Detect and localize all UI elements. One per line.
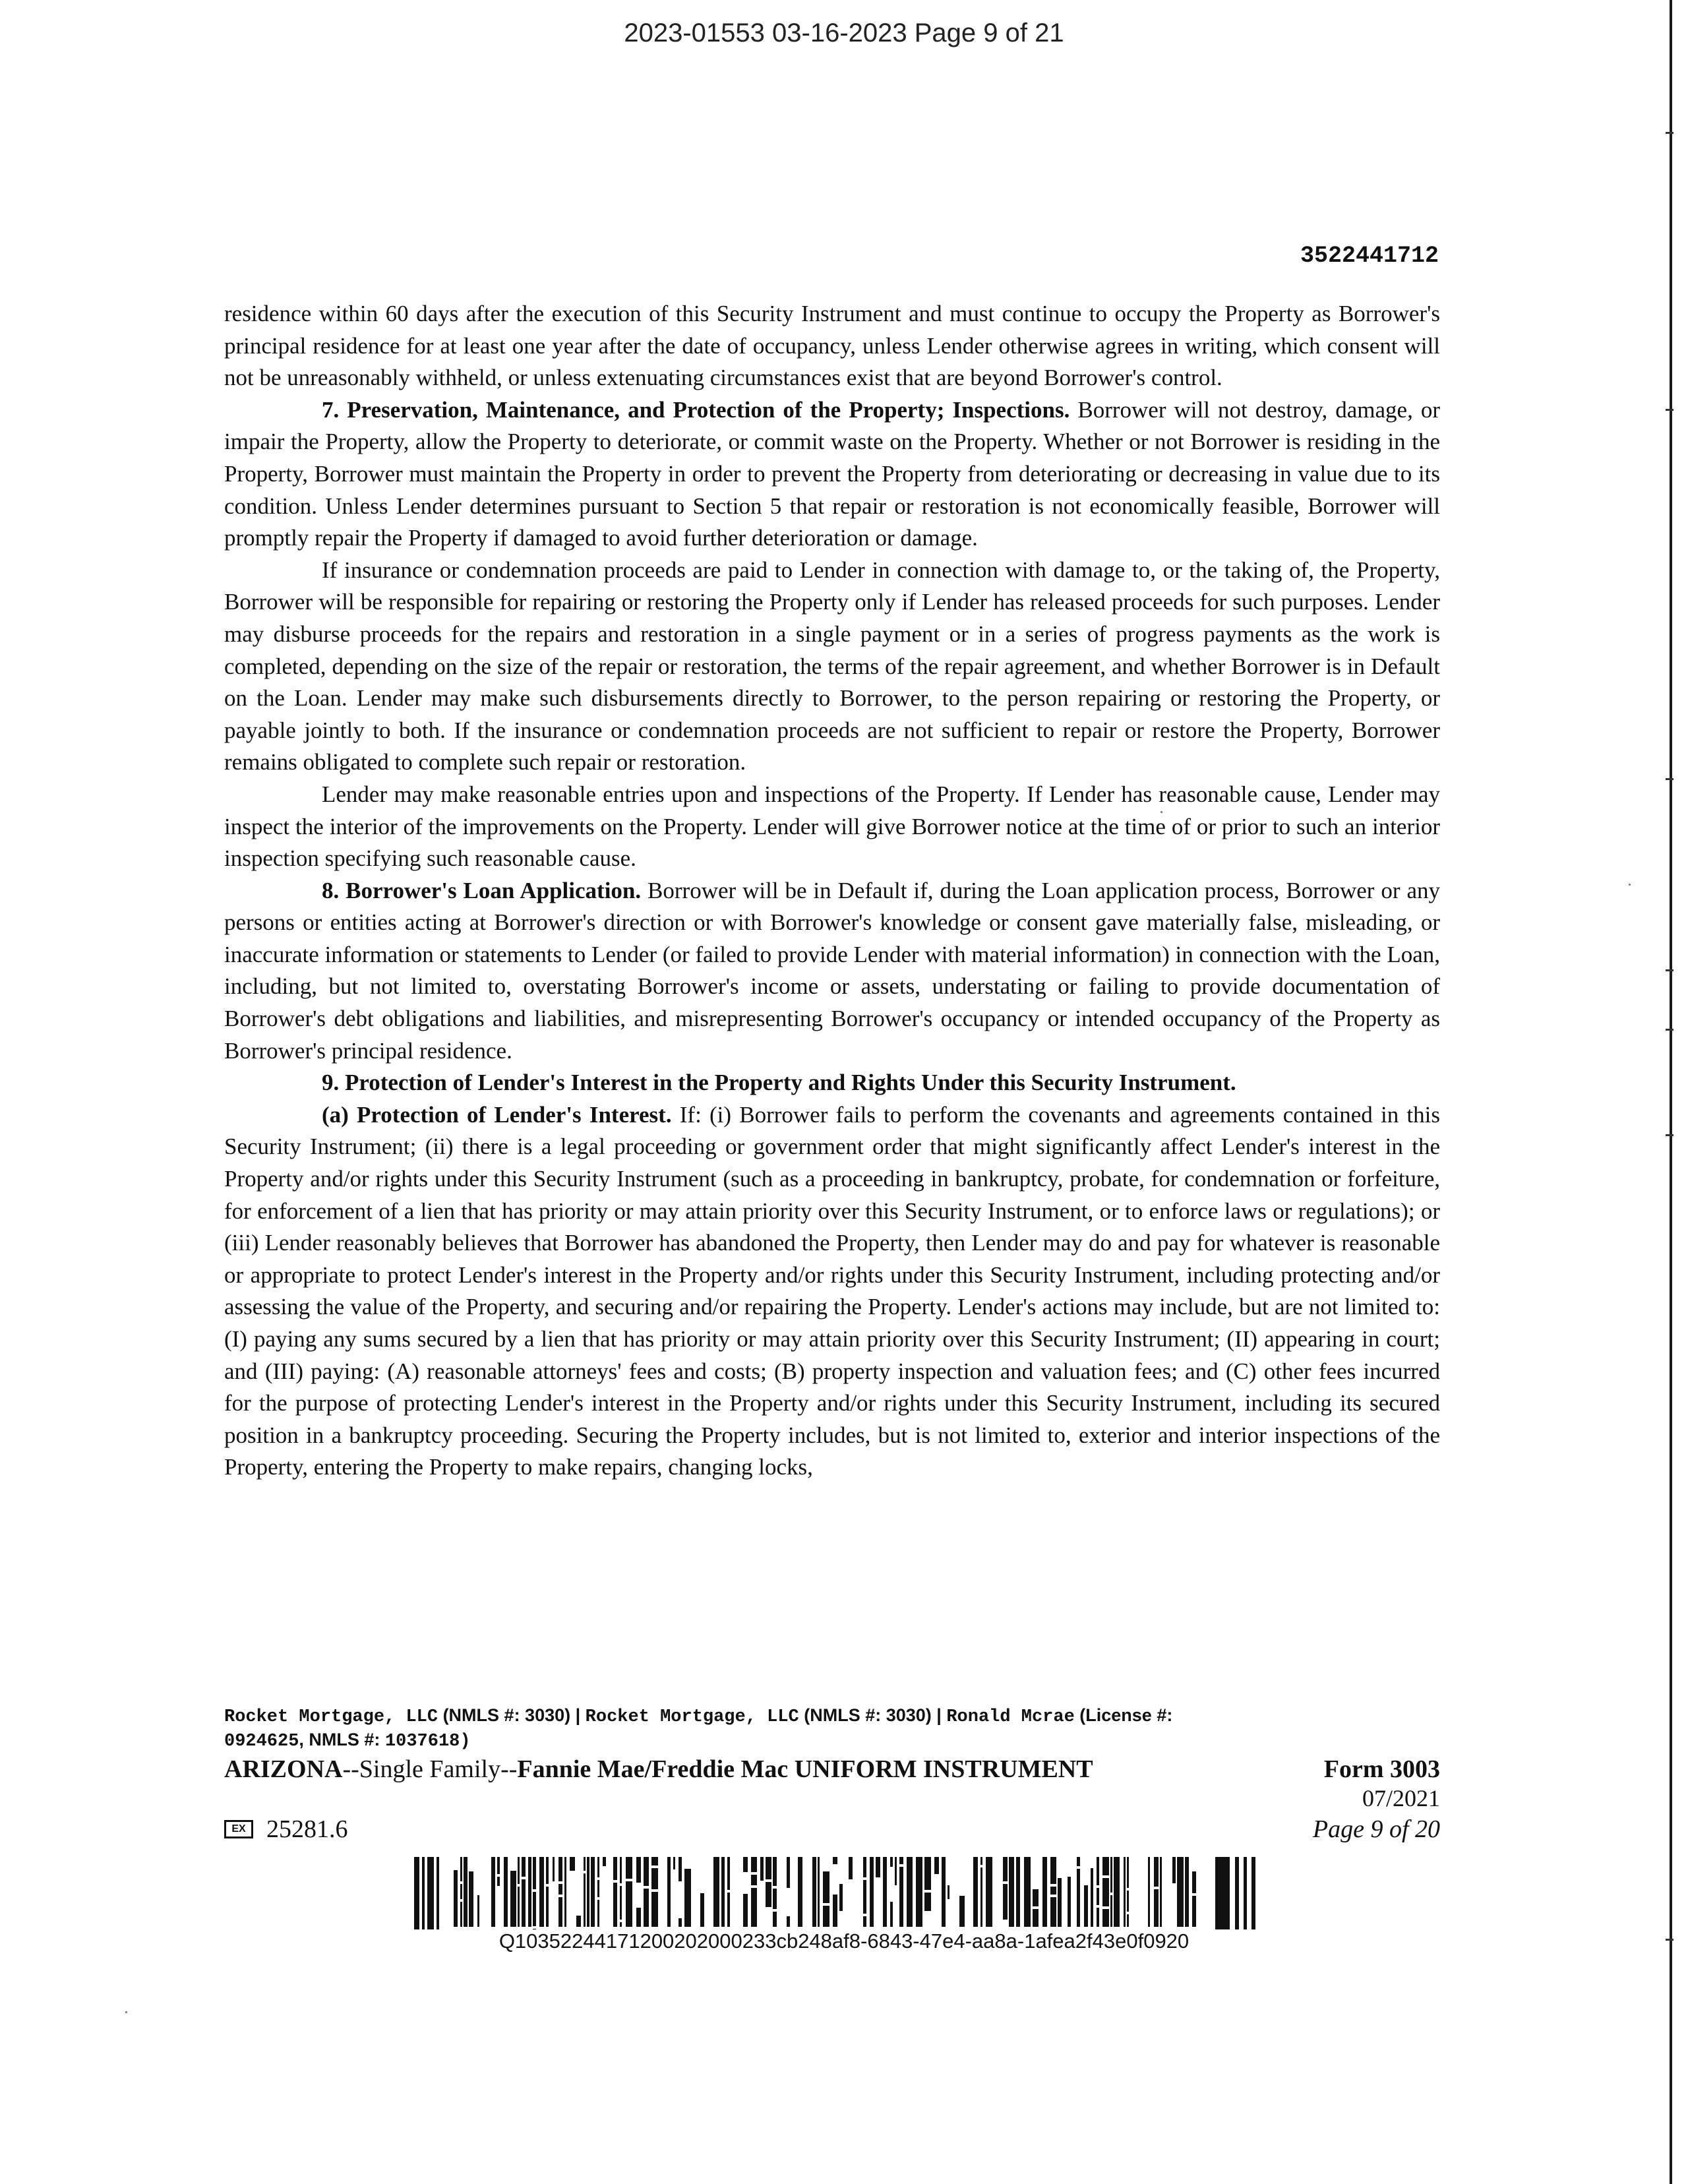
edge-mark [1666,409,1673,411]
lender-name: Rocket Mortgage, LLC [585,1707,799,1727]
originator-nmls-label: , NMLS #: [299,1730,385,1749]
scan-speck [1629,884,1631,886]
doc-code [224,1815,348,1844]
section-8-heading: 8. Borrower's Loan Application. [322,877,642,903]
section-7 [224,394,1440,555]
originator-license: 0924625 [224,1732,299,1751]
barcode-image [414,1857,1258,1929]
section-9-heading-text: 9. Protection of Lender's Interest in the Property and Rights Under this Security Instrument. [322,1070,1236,1096]
document-logo-icon: EX [224,1820,253,1838]
barcode-text: Q10352244171200202000233cb248af8-6843-47e4-aa8a-1afea2f43e0f0920 [498,1929,1190,1953]
section-8 [224,875,1440,1068]
edge-mark [1666,132,1673,134]
section-9a-heading: (a) Protection of Lender's Interest. [322,1101,672,1128]
section-9a-text: If: (i) Borrower fails to perform the covenants and agreements contained in this Security Instrument; (ii) there is a legal proceeding or government order that might significantly affect Lender's interest in the Property and/or rights under this Security Instrument (such as a proceeding in bankruptcy, probate, for condemnation or forfeiture, for enforcement of a lien that has priority or may attain priority over this Security Instrument, or to enforce laws or regulations); or (iii) Lender reasonably believes that Borrower has abandoned the Property, then Lender may do and pay for whatever is reasonable or appropriate to protect Lender's interest in the Property and/or rights under this Security Instrument, including protecting and/or assessing the value of the Property, and securing and/or repairing the Property. Lender's actions may include, but are not limited to: (I) paying any sums secured by a lien that has priority or may attain priority over this Security Instrument; (II) appearing in court; and (III) paying: (A) reasonable attorneys' fees and costs; (B) property inspection and valuation fees; and (C) other fees incurred for the purpose of protecting Lender's interest in the Property and/or rights under this Security Instrument, including its secured position in a bankruptcy proceeding. Securing the Property includes, but is not limited to, exterior and interior inspections of the Property, entering the Property to make repairs, changing locks, [224,1101,1440,1480]
form-date: 07/2021 [1362,1785,1440,1811]
edge-mark [1666,778,1673,780]
section-7-heading: 7. Preservation, Maintenance, and Protection of the Property; Inspections. [322,396,1070,423]
form-agency: Fannie Mae/Freddie Mac UNIFORM INSTRUMENT [517,1755,1093,1783]
document-body [224,298,1440,1484]
edge-mark [1666,1134,1673,1136]
scan-speck [125,2011,127,2013]
section-8-text: Borrower will be in Default if, during the Loan application process, Borrower or any persons or entities acting at Borrower's direction or with Borrower's knowledge or consent gave materially false, misleading, or inaccurate information or statements to Lender (or failed to provide Lender with material information) in connection with the Loan, including, but not limited to, overstating Borrower's income or assets, understating or failing to provide documentation of Borrower's debt obligations and liabilities, and misrepresenting Borrower's occupancy or intended occupancy of the Property as Borrower's principal residence. [224,877,1440,1064]
originator-license-label: (License #: [1074,1705,1173,1725]
edge-mark [1666,969,1673,971]
loan-number: 3522441712 [1300,243,1439,269]
section-9-heading [224,1067,1440,1099]
edge-mark [1666,1029,1673,1031]
form-number: Form 3003 [1323,1755,1440,1783]
originator-nmls: 1037618 [384,1732,460,1751]
lender-nmls: (NMLS #: 3030) | [799,1705,947,1725]
originator-close: ) [460,1732,471,1751]
paragraph-occupancy-continued: residence within 60 days after the execution of this Security Instrument and must continue to occupy the Property as Borrower's principal residence for at least one year after the date of occupancy, unless Lender otherwise agrees in writing, which consent will not be unreasonably withheld, or unless extenuating circumstances exist that are beyond Borrower's control. [224,301,1440,391]
originator-name: Ronald Mcrae [946,1707,1075,1727]
lender-nmls: (NMLS #: 3030) | [438,1705,586,1725]
doc-code-number: 25281.6 [266,1815,348,1843]
section-7-text: Borrower will not destroy, damage, or impair the Property, allow the Property to deteriorate, or commit waste on the Property. Whether or not Borrower is residing in the Property, Borrower must maintain the Property in order to prevent the Property from deteriorating or decreasing in value due to its condition. Unless Lender determines pursuant to Section 5 that repair or restoration is not economically feasible, Borrower will promptly repair the Property if damaged to avoid further deterioration or damage. [224,396,1440,551]
recording-stamp: 2023-01553 03-16-2023 Page 9 of 21 [624,18,1064,47]
form-type: --Single Family-- [342,1755,518,1783]
paragraph-insurance-proceeds: If insurance or condemnation proceeds are paid to Lender in connection with damage to, or the taking of, the Property, Borrower will be responsible for repairing or restoring the Property only if Lender has released proceeds for such purposes. Lender may disburse proceeds for the repairs and restoration in a single payment or in a series of progress payments as the work is completed, depending on the size of the repair or restoration, the terms of the repair agreement, and whether Borrower is in Default on the Loan. Lender may make such disbursements directly to Borrower, to the person repairing or restoring the Property, or payable jointly to both. If the insurance or condemnation proceeds are not sufficient to repair or restore the Property, Borrower remains obligated to complete such repair or restoration. [224,557,1440,775]
lender-name: Rocket Mortgage, LLC [224,1707,438,1727]
section-9a [224,1099,1440,1484]
form-state: ARIZONA [224,1755,343,1783]
scanned-page-edge [1670,0,1672,2184]
lender-disclosure [224,1704,1477,1753]
page-number: Page 9 of 20 [1312,1815,1440,1843]
paragraph-inspections: Lender may make reasonable entries upon and inspections of the Property. If Lender has reasonable cause, Lender may inspect the interior of the improvements on the Property. Lender will give Borrower notice at the time of or prior to such an interior inspection specifying such reasonable cause. [224,781,1440,872]
form-title-line [224,1754,1440,1784]
